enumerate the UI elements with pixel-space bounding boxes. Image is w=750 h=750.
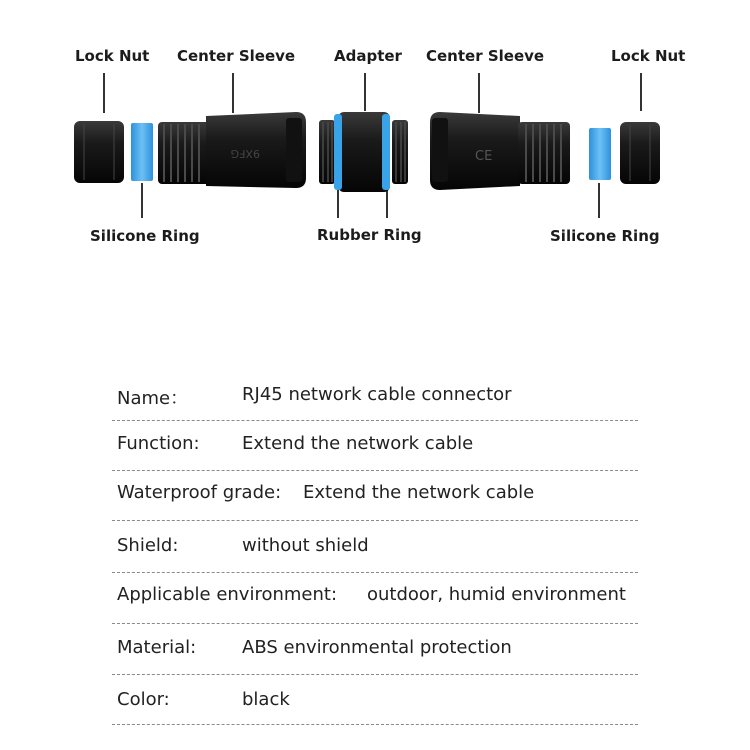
label-silicone-ring-right: Silicone Ring xyxy=(550,227,660,245)
spec-row-name xyxy=(112,384,638,424)
spec-value: RJ45 network cable connector xyxy=(242,384,512,405)
spec-value: without shield xyxy=(242,535,369,556)
divider xyxy=(112,470,638,471)
divider xyxy=(112,572,638,573)
label-center-sleeve-right: Center Sleeve xyxy=(426,47,545,65)
spec-key: Shield: xyxy=(117,535,179,556)
divider xyxy=(112,623,638,624)
right-sleeve-marking: CE xyxy=(475,149,493,164)
spec-key: Name： xyxy=(117,388,189,409)
spec-key: Applicable environment: xyxy=(117,584,338,605)
spec-row-shield xyxy=(112,535,638,575)
spec-row-applicable-environment xyxy=(112,584,638,624)
spec-value: black xyxy=(242,689,290,710)
label-lock-nut-left: Lock Nut xyxy=(75,47,150,65)
spec-key: Function: xyxy=(117,433,200,454)
specification-table xyxy=(112,0,638,750)
spec-value: Extend the network cable xyxy=(242,433,474,454)
spec-key: Color: xyxy=(117,689,170,710)
spec-value: outdoor, humid environment xyxy=(367,584,626,605)
label-silicone-ring-left: Silicone Ring xyxy=(90,227,200,245)
label-lock-nut-right: Lock Nut xyxy=(611,47,686,65)
divider xyxy=(112,420,638,421)
spec-key: Waterproof grade: xyxy=(117,482,282,503)
left-sleeve-marking: 9XFG xyxy=(230,147,260,160)
label-center-sleeve-left: Center Sleeve xyxy=(177,47,296,65)
spec-key: Material: xyxy=(117,637,197,658)
spec-value: Extend the network cable xyxy=(303,482,535,503)
spec-value: ABS environmental protection xyxy=(242,637,512,658)
spec-row-waterproof-grade xyxy=(112,482,638,522)
divider xyxy=(112,724,638,725)
spec-row-function xyxy=(112,433,638,473)
label-rubber-ring: Rubber Ring xyxy=(317,226,422,244)
spec-row-color xyxy=(112,689,638,729)
divider xyxy=(112,674,638,675)
label-adapter: Adapter xyxy=(334,47,402,65)
spec-row-material xyxy=(112,637,638,677)
divider xyxy=(112,520,638,521)
